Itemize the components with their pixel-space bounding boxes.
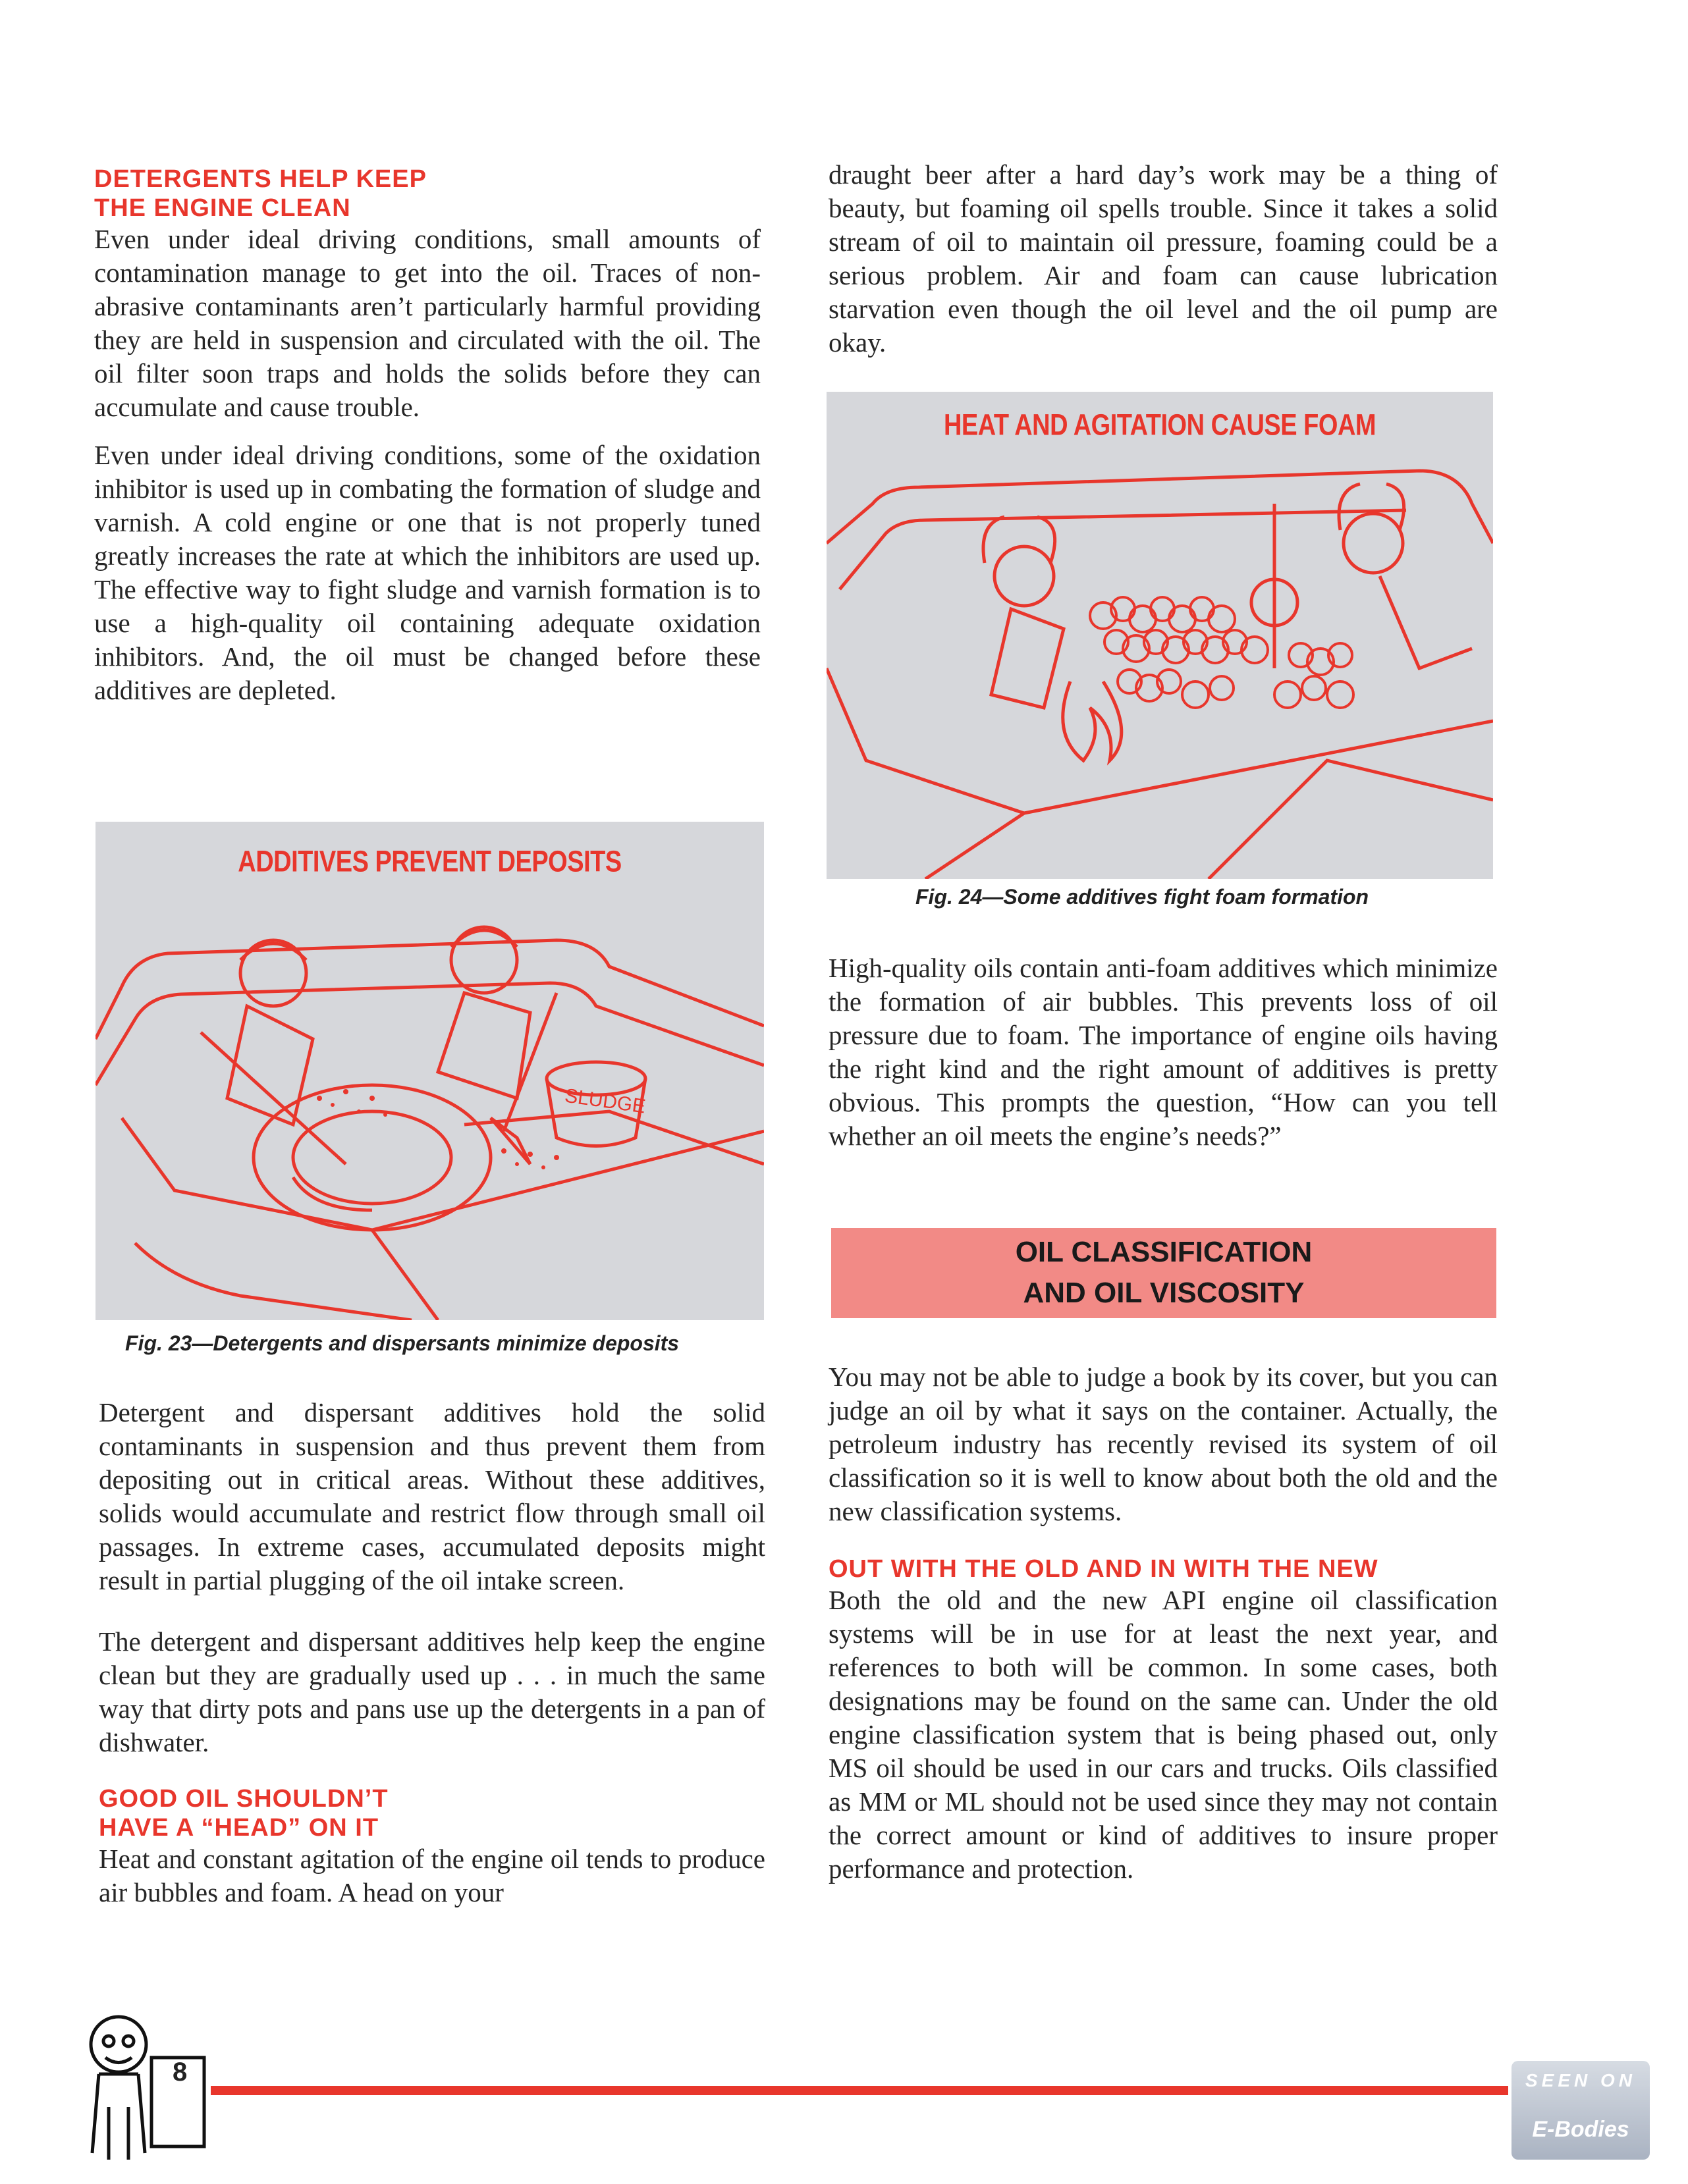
paragraph: You may not be able to judge a book by its cover, but you can judge an oil by what it says on the container. Actually, the petroleum industry has recently revised its system of oil classification so it is well to know about both the old and the new classification systems. <box>829 1362 1498 1526</box>
figure-caption: Fig. 23—Detergents and dispersants minimize deposits <box>125 1331 680 1355</box>
watermark-badge <box>1511 2061 1650 2160</box>
footer-rule <box>211 2086 1508 2095</box>
paragraph: The detergent and dispersant additives help keep the engine clean but they are gradually used up . . . in much the same way that dirty pots and pans use up the detergents in a pan of dishwater. <box>99 1626 765 1757</box>
paragraph: draught beer after a hard day’s work may be a thing of beauty, but foaming oil spells trouble. Since it takes a solid stream of oil to maintain oil pressure, foaming could be a serious problem. Air and foam can cause lubrication starvation even though the oil level and the oil pump are okay. <box>829 159 1498 358</box>
section-heading-out-with-old: OUT WITH THE OLD AND IN WITH THE NEW <box>829 1555 1378 1583</box>
figure-caption: Fig. 24—Some additives fight foam formation <box>915 885 1369 909</box>
figure-heat-agitation-foam <box>827 392 1493 879</box>
figure-title: ADDITIVES PREVENT DEPOSITS <box>238 845 622 879</box>
right-column <box>829 158 1498 360</box>
banner-line: AND OIL VISCOSITY <box>1023 1277 1305 1309</box>
section-banner-oil-classification <box>831 1228 1496 1318</box>
section-heading-good-oil <box>99 1784 765 1842</box>
badge-bottom-text: E-Bodies <box>1532 2117 1629 2142</box>
heading-line: HAVE A “HEAD” ON IT <box>99 1814 379 1842</box>
left-column-lower <box>99 1396 765 1909</box>
sludge-bucket-label: SLUDGE <box>563 1084 647 1118</box>
paragraph: Even under ideal driving conditions, some of the oxidation inhibitor is used up in combating the formation of sludge and varnish. A cold engine or one that is not properly tuned greatly increases the rate at which the inhibitors are used up. The effective way to fight sludge and varnish formation is to use a high-quality oil containing adequate oxidation inhibitors. And, the oil must be changed before these additives are depleted. <box>94 440 761 705</box>
figure-title: HEAT AND AGITATION CAUSE FOAM <box>943 408 1376 442</box>
heading-line: GOOD OIL SHOULDN’T <box>99 1785 389 1813</box>
badge-top-text: SEEN ON <box>1525 2070 1637 2091</box>
oil-pan-illustration <box>95 822 764 1320</box>
paragraph: Both the old and the new API engine oil classification systems will be in use for at least the next year, and references to both will be common. In some cases, both designations may be found on the same can. Under the old engine classification system that is being phased out, only MS oil should be used in our cars and trucks. Oils classified as MM or ML should not be used since they may not contain the correct amount or kind of additives to insure proper performance and protection. <box>829 1585 1498 1884</box>
heading-line: DETERGENTS HELP KEEP <box>94 165 427 193</box>
section-heading-detergents <box>94 165 761 223</box>
banner-line: OIL CLASSIFICATION <box>1015 1236 1313 1268</box>
right-column-lower <box>829 1360 1498 1886</box>
left-column <box>94 165 761 707</box>
paragraph: Heat and constant agitation of the engine oil tends to produce air bubbles and foam. A head on your <box>99 1844 765 1907</box>
page-number: 8 <box>173 2058 188 2087</box>
paragraph: Detergent and dispersant additives hold the solid contaminants in suspension and thus prevent them from depositing out in critical areas. Without these additives, solids would accumulate and restrict flow through small oil passages. In extreme cases, accumulated deposits might result in partial plugging of the oil intake screen. <box>99 1397 765 1595</box>
mascot-icon <box>72 2008 217 2166</box>
paragraph: Even under ideal driving conditions, small amounts of contamination manage to get into the oil. Traces of non-abrasive contaminants aren’t particularly harmful providing they are held in suspension and circulated with the oil. The oil filter soon traps and holds the solids before they can accumulate and cause trouble. <box>94 224 761 422</box>
foam-illustration <box>827 392 1493 879</box>
heading-line: THE ENGINE CLEAN <box>94 194 351 222</box>
paragraph: High-quality oils contain anti-foam additives which minimize the formation of air bubbles. This prevents loss of oil pressure due to foam. The importance of engine oils having the right kind and the right amount of additives is pretty obvious. This prompts the question, “How can you tell whether an oil meets the engine’s needs?” <box>829 953 1498 1151</box>
figure-additives-prevent-deposits <box>95 822 764 1320</box>
right-column-middle <box>829 951 1498 1153</box>
